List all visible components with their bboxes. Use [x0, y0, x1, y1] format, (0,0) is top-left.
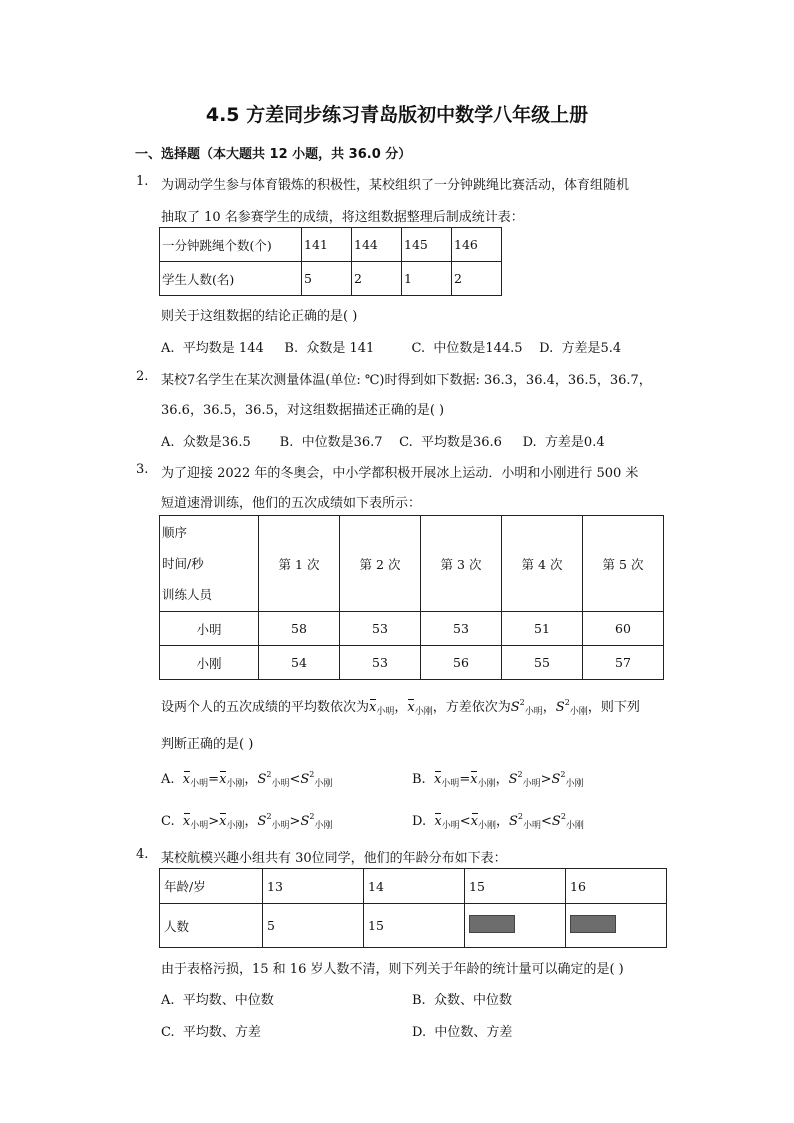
table-cell: 学生人数(名) — [160, 262, 302, 296]
table-cell: 56 — [421, 646, 502, 680]
question-4-option-c: C. 平均数、方差 — [161, 1025, 261, 1040]
table-cell: 144 — [352, 228, 402, 262]
diagonal-header-cell — [160, 516, 259, 612]
table-cell: 一分钟跳绳个数(个) — [160, 228, 302, 262]
table-row — [160, 262, 502, 296]
subscript: 小明 — [441, 821, 460, 831]
stem-text: ，则下列 — [587, 700, 640, 715]
subscript: 小明 — [271, 779, 290, 789]
question-3-option-a — [161, 768, 332, 789]
question-1-stem: 则关于这组数据的结论正确的是( ) — [161, 309, 358, 324]
table-cell: 55 — [502, 646, 583, 680]
question-2-line-2: 36.6，36.5，36.5，对这组数据描述正确的是( ) — [161, 403, 445, 418]
question-3-number: 3. — [136, 462, 149, 477]
superscript: 2 — [309, 812, 315, 821]
separator: ， — [495, 814, 509, 829]
question-4-table — [159, 868, 667, 948]
question-3-table — [159, 515, 664, 680]
mean-symbol: x — [434, 814, 442, 829]
option-label: B. — [412, 772, 426, 787]
smudged-cell — [465, 904, 566, 948]
table-cell: 5 — [302, 262, 352, 296]
relation: = — [208, 772, 220, 787]
column-header: 第 1 次 — [259, 516, 340, 612]
table-row — [160, 869, 667, 904]
question-3-stem-line-1 — [161, 696, 640, 717]
subscript: 小刚 — [477, 779, 496, 789]
question-4-stem: 由于表格污损，15 和 16 岁人数不清，则下列关于年龄的统计量可以确定的是( ) — [161, 962, 624, 977]
table-cell: 145 — [402, 228, 452, 262]
question-4-number: 4. — [136, 847, 149, 862]
row-label: 小明 — [160, 612, 259, 646]
separator: ， — [244, 772, 258, 787]
mean-symbol: x — [219, 814, 227, 829]
table-cell: 1 — [402, 262, 452, 296]
subscript: 小刚 — [565, 779, 584, 789]
option-label: A. — [161, 772, 175, 787]
smudged-cell — [566, 904, 667, 948]
mean-symbol: x — [433, 772, 442, 787]
stem-text: ，方差依次为 — [432, 700, 511, 715]
table-cell: 年龄/岁 — [160, 869, 263, 904]
page-title: 4.5 方差同步练习青岛版初中数学八年级上册 — [205, 104, 589, 126]
subscript: 小明 — [190, 821, 209, 831]
ink-smudge — [469, 915, 515, 933]
question-3-option-b — [412, 768, 584, 789]
table-cell: 5 — [263, 904, 364, 948]
superscript: 2 — [564, 698, 570, 707]
question-4-option-d: D. 中位数、方差 — [412, 1025, 513, 1040]
superscript: 2 — [517, 812, 523, 821]
table-cell: 53 — [421, 612, 502, 646]
variance-symbol: S — [257, 814, 267, 829]
variance-symbol: S — [510, 700, 520, 715]
table-cell: 58 — [259, 612, 340, 646]
question-4-option-b: B. 众数、中位数 — [412, 993, 512, 1008]
question-1-options: A. 平均数是 144 B. 众数是 141 C. 中位数是144.5 D. 方差是5.4 — [161, 341, 622, 356]
row-label: 小刚 — [160, 646, 259, 680]
ink-smudge — [570, 915, 616, 933]
table-row — [160, 228, 502, 262]
subscript: 小刚 — [565, 821, 584, 831]
variance-symbol: S — [257, 772, 267, 787]
separator: ， — [542, 700, 556, 715]
table-cell: 141 — [302, 228, 352, 262]
question-4-line-1: 某校航模兴趣小组共有 30位同学，他们的年龄分布如下表： — [161, 851, 507, 866]
table-row — [160, 516, 664, 612]
stem-text: 设两个人的五次成绩的平均数依次为 — [161, 700, 370, 715]
table-cell: 60 — [583, 612, 664, 646]
variance-symbol: S — [551, 814, 561, 829]
subscript: 小明 — [190, 779, 209, 789]
variance-symbol: S — [555, 700, 565, 715]
superscript: 2 — [309, 770, 315, 779]
subscript: 小刚 — [314, 821, 333, 831]
variance-symbol: S — [551, 772, 561, 787]
subscript: 小刚 — [477, 821, 496, 831]
subscript: 小明 — [376, 707, 395, 717]
question-3-line-2: 短道速滑训练，他们的五次成绩如下表所示： — [161, 496, 422, 511]
superscript: 2 — [560, 812, 566, 821]
question-2-number: 2. — [136, 369, 149, 384]
subscript: 小明 — [271, 821, 290, 831]
table-row — [160, 904, 667, 948]
relation: > — [289, 814, 301, 829]
separator: ， — [244, 814, 258, 829]
relation: > — [540, 772, 552, 787]
table-row — [160, 612, 664, 646]
column-header: 第 5 次 — [583, 516, 664, 612]
subscript: 小明 — [441, 779, 460, 789]
mean-symbol: x — [470, 772, 478, 787]
relation: < — [541, 814, 552, 829]
separator: ， — [495, 772, 509, 787]
mean-symbol: x — [470, 814, 478, 829]
column-header: 第 4 次 — [502, 516, 583, 612]
question-1-number: 1. — [136, 174, 149, 189]
header-line: 训练人员 — [162, 587, 213, 602]
table-cell: 15 — [364, 904, 465, 948]
column-header: 第 3 次 — [421, 516, 502, 612]
superscript: 2 — [517, 770, 523, 779]
subscript: 小刚 — [414, 707, 433, 717]
question-4-option-a: A. 平均数、中位数 — [161, 993, 274, 1008]
mean-symbol: x — [219, 772, 227, 787]
variance-symbol: S — [300, 772, 310, 787]
table-cell: 54 — [259, 646, 340, 680]
question-3-option-c — [161, 810, 332, 831]
relation: < — [459, 814, 471, 829]
mean-symbol: x — [369, 700, 377, 715]
option-label: C. — [161, 814, 175, 829]
column-header: 第 2 次 — [340, 516, 421, 612]
relation: < — [289, 772, 301, 787]
table-cell: 13 — [263, 869, 364, 904]
subscript: 小明 — [523, 821, 542, 831]
section-heading: 一、选择题（本大题共 12 小题，共 36.0 分） — [135, 147, 412, 162]
subscript: 小刚 — [226, 779, 245, 789]
subscript: 小明 — [522, 779, 541, 789]
table-cell: 2 — [452, 262, 502, 296]
table-cell: 14 — [364, 869, 465, 904]
superscript: 2 — [519, 698, 525, 707]
superscript: 2 — [266, 770, 272, 779]
table-row — [160, 646, 664, 680]
superscript: 2 — [560, 770, 566, 779]
table-cell: 57 — [583, 646, 664, 680]
table-cell: 51 — [502, 612, 583, 646]
question-2-options: A. 众数是36.5 B. 中位数是36.7 C. 平均数是36.6 D. 方差是0.4 — [161, 435, 605, 450]
variance-symbol: S — [509, 814, 518, 829]
question-1-line-1: 为调动学生参与体育锻炼的积极性，某校组织了一分钟跳绳比赛活动，体育组随机 — [161, 178, 630, 193]
subscript: 小明 — [524, 707, 543, 717]
question-1-line-2: 抽取了 10 名参赛学生的成绩，将这组数据整理后制成统计表： — [161, 210, 524, 225]
table-cell: 16 — [566, 869, 667, 904]
subscript: 小刚 — [314, 779, 333, 789]
question-3-option-d — [412, 810, 584, 831]
superscript: 2 — [266, 812, 272, 821]
table-cell: 人数 — [160, 904, 263, 948]
option-label: D. — [412, 814, 427, 829]
mean-symbol: x — [182, 814, 191, 829]
header-line: 时间/秒 — [162, 556, 204, 571]
question-1-table — [159, 227, 502, 296]
question-3-stem-line-2: 判断正确的是( ) — [161, 737, 254, 752]
question-2-line-1: 某校7名学生在某次测量体温(单位: ℃)时得到如下数据: 36.3，36.4，36.5，36.7， — [161, 373, 652, 388]
table-cell: 53 — [340, 612, 421, 646]
variance-symbol: S — [508, 772, 518, 787]
question-3-line-1: 为了迎接 2022 年的冬奥会，中小学都积极开展冰上运动．小明和小刚进行 500 米 — [161, 466, 639, 481]
separator: ， — [394, 700, 408, 715]
table-cell: 146 — [452, 228, 502, 262]
subscript: 小刚 — [226, 821, 245, 831]
mean-symbol: x — [407, 700, 415, 715]
relation: = — [459, 772, 471, 787]
variance-symbol: S — [300, 814, 310, 829]
relation: > — [208, 814, 220, 829]
table-cell: 53 — [340, 646, 421, 680]
header-line: 顺序 — [162, 525, 188, 540]
table-cell: 2 — [352, 262, 402, 296]
mean-symbol: x — [182, 772, 191, 787]
subscript: 小刚 — [569, 707, 588, 717]
table-cell: 15 — [465, 869, 566, 904]
